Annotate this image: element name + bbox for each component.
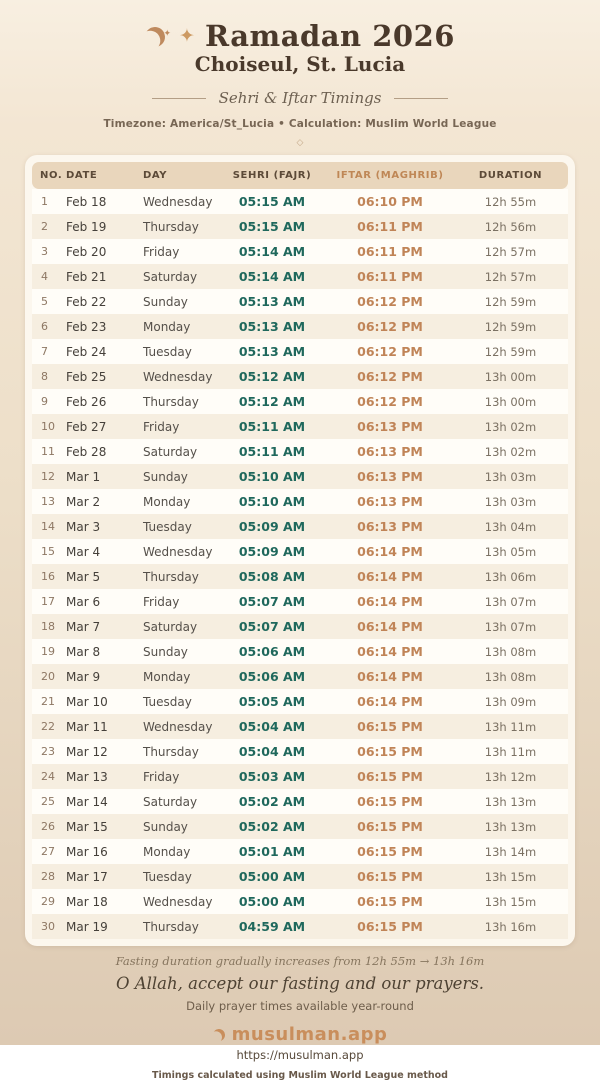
cell-day: Thursday	[143, 569, 199, 584]
brand-crescent-icon	[211, 1027, 226, 1042]
col-header-date: DATE	[64, 162, 137, 189]
cell-sehri: 05:07 AM	[238, 594, 306, 609]
cell-dur: 12h 55m	[484, 194, 537, 209]
table-row	[32, 814, 568, 839]
cell-sehri: 05:04 AM	[238, 719, 306, 734]
col-header-day: DAY	[137, 162, 217, 189]
table-row	[32, 389, 568, 414]
cell-date: Mar 16	[66, 844, 108, 859]
location-subtitle: Choiseul, St. Lucia	[194, 52, 406, 76]
cell-no: 3	[41, 245, 48, 258]
fasting-duration-note: Fasting duration gradually increases from 12h 55m → 13h 16m	[115, 954, 485, 968]
cell-sehri: 05:10 AM	[238, 469, 306, 484]
dua-quote: O Allah, accept our fasting and our prayers.	[115, 974, 485, 993]
table-row	[32, 614, 568, 639]
cell-date: Feb 25	[66, 369, 107, 384]
cell-day: Monday	[143, 319, 191, 334]
col-header-sehri: SEHRI (FAJR)	[217, 162, 327, 189]
cell-day: Friday	[143, 419, 180, 434]
cell-no: 14	[41, 520, 55, 533]
cell-day: Saturday	[143, 269, 198, 284]
cell-day: Thursday	[143, 219, 199, 234]
cell-iftar: 06:15 PM	[357, 769, 423, 784]
cell-no: 20	[41, 670, 55, 683]
cell-date: Feb 24	[66, 344, 107, 359]
tagline	[0, 89, 600, 107]
cell-iftar: 06:12 PM	[357, 394, 423, 409]
sparkle-icon: ✦	[179, 25, 195, 47]
table-row	[32, 239, 568, 264]
table-row	[32, 864, 568, 889]
cell-day: Tuesday	[143, 694, 192, 709]
cell-day: Sunday	[143, 469, 188, 484]
cell-dur: 13h 16m	[484, 919, 537, 934]
cell-no: 13	[41, 495, 55, 508]
cell-no: 29	[41, 895, 55, 908]
brand-url[interactable]: https://musulman.app	[236, 1048, 364, 1062]
table-row	[32, 564, 568, 589]
crescent-moon-star-icon: ✦	[145, 25, 169, 49]
cell-iftar: 06:12 PM	[357, 294, 423, 309]
cell-sehri: 05:10 AM	[238, 494, 306, 509]
cell-no: 12	[41, 470, 55, 483]
cell-date: Mar 1	[66, 469, 101, 484]
cell-dur: 13h 03m	[484, 469, 537, 484]
cell-dur: 13h 15m	[484, 894, 537, 909]
cell-date: Mar 9	[66, 669, 101, 684]
cell-iftar: 06:12 PM	[357, 344, 423, 359]
cell-sehri: 05:11 AM	[238, 419, 306, 434]
cell-day: Thursday	[143, 394, 199, 409]
table-row	[32, 439, 568, 464]
table-row	[32, 189, 568, 214]
cell-date: Mar 6	[66, 594, 101, 609]
cell-day: Tuesday	[143, 869, 192, 884]
table-row	[32, 414, 568, 439]
cell-iftar: 06:15 PM	[357, 744, 423, 759]
cell-dur: 13h 04m	[484, 519, 537, 534]
cell-day: Saturday	[143, 619, 198, 634]
table-row	[32, 514, 568, 539]
cell-date: Mar 13	[66, 769, 108, 784]
divider-line-left	[152, 98, 206, 99]
table-row	[32, 914, 568, 939]
cell-date: Mar 11	[66, 719, 108, 734]
cell-no: 4	[41, 270, 48, 283]
cell-day: Monday	[143, 844, 191, 859]
table-row	[32, 689, 568, 714]
table-row	[32, 889, 568, 914]
cell-date: Mar 17	[66, 869, 108, 884]
cell-day: Monday	[143, 669, 191, 684]
table-row	[32, 264, 568, 289]
cell-date: Mar 5	[66, 569, 101, 584]
timezone-calculation-meta: Timezone: America/St_Lucia • Calculation: Muslim World League	[103, 118, 497, 130]
cell-iftar: 06:11 PM	[357, 219, 423, 234]
cell-no: 5	[41, 295, 48, 308]
cell-day: Wednesday	[143, 719, 213, 734]
cell-day: Sunday	[143, 294, 188, 309]
diamond-ornament-icon: ◇	[296, 138, 304, 148]
table-row	[32, 289, 568, 314]
cell-day: Friday	[143, 244, 180, 259]
col-header-iftar: IFTAR (MAGHRIB)	[327, 162, 453, 189]
cell-no: 15	[41, 545, 55, 558]
cell-day: Friday	[143, 594, 180, 609]
cell-sehri: 05:09 AM	[238, 519, 306, 534]
cell-sehri: 05:15 AM	[238, 194, 306, 209]
cell-date: Mar 7	[66, 619, 101, 634]
cell-iftar: 06:13 PM	[357, 419, 423, 434]
cell-dur: 13h 05m	[484, 544, 537, 559]
cell-date: Mar 10	[66, 694, 108, 709]
cell-no: 10	[41, 420, 55, 433]
cell-dur: 12h 59m	[484, 294, 537, 309]
cell-iftar: 06:15 PM	[357, 819, 423, 834]
table-row	[32, 764, 568, 789]
cell-sehri: 05:15 AM	[238, 219, 306, 234]
cell-iftar: 06:13 PM	[357, 519, 423, 534]
cell-day: Tuesday	[143, 344, 192, 359]
cell-sehri: 05:04 AM	[238, 744, 306, 759]
table-row	[32, 714, 568, 739]
cell-day: Wednesday	[143, 194, 213, 209]
cell-date: Feb 22	[66, 294, 107, 309]
cell-day: Friday	[143, 769, 180, 784]
cell-date: Feb 26	[66, 394, 107, 409]
cell-date: Mar 8	[66, 644, 101, 659]
cell-dur: 13h 09m	[484, 694, 537, 709]
cell-iftar: 06:14 PM	[357, 619, 423, 634]
cell-iftar: 06:14 PM	[357, 694, 423, 709]
cell-date: Feb 19	[66, 219, 107, 234]
cell-sehri: 05:03 AM	[238, 769, 306, 784]
cell-iftar: 06:14 PM	[357, 594, 423, 609]
cell-sehri: 05:14 AM	[238, 269, 306, 284]
cell-no: 16	[41, 570, 55, 583]
cell-dur: 13h 06m	[484, 569, 537, 584]
cell-no: 9	[41, 395, 48, 408]
cell-no: 2	[41, 220, 48, 233]
cell-sehri: 05:12 AM	[238, 394, 306, 409]
cell-no: 6	[41, 320, 48, 333]
cell-dur: 13h 15m	[484, 869, 537, 884]
cell-no: 19	[41, 645, 55, 658]
cell-sehri: 05:13 AM	[238, 344, 306, 359]
cell-iftar: 06:10 PM	[357, 194, 423, 209]
table-row	[32, 214, 568, 239]
cell-date: Mar 19	[66, 919, 108, 934]
cell-date: Feb 23	[66, 319, 107, 334]
cell-date: Feb 20	[66, 244, 107, 259]
cell-sehri: 05:11 AM	[238, 444, 306, 459]
cell-sehri: 05:07 AM	[238, 619, 306, 634]
cell-iftar: 06:13 PM	[357, 444, 423, 459]
cell-sehri: 05:05 AM	[238, 694, 306, 709]
table-row	[32, 639, 568, 664]
cell-dur: 13h 13m	[484, 819, 537, 834]
timetable-card	[25, 155, 575, 946]
cell-iftar: 06:15 PM	[357, 894, 423, 909]
cell-sehri: 05:06 AM	[238, 644, 306, 659]
cell-no: 24	[41, 770, 55, 783]
cell-iftar: 06:15 PM	[357, 794, 423, 809]
cell-day: Saturday	[143, 794, 198, 809]
table-row	[32, 364, 568, 389]
timetable	[32, 162, 568, 939]
cell-iftar: 06:12 PM	[357, 319, 423, 334]
cell-no: 11	[41, 445, 55, 458]
cell-iftar: 06:14 PM	[357, 544, 423, 559]
cell-sehri: 05:08 AM	[238, 569, 306, 584]
cell-date: Mar 12	[66, 744, 108, 759]
cell-date: Mar 15	[66, 819, 108, 834]
cell-sehri: 05:00 AM	[238, 869, 306, 884]
table-row	[32, 789, 568, 814]
cell-no: 7	[41, 345, 48, 358]
cell-dur: 13h 08m	[484, 644, 537, 659]
table-row	[32, 839, 568, 864]
cell-dur: 13h 02m	[484, 419, 537, 434]
brand-row	[0, 1024, 600, 1045]
cell-date: Feb 18	[66, 194, 107, 209]
cell-day: Sunday	[143, 644, 188, 659]
cell-sehri: 05:13 AM	[238, 294, 306, 309]
cell-date: Mar 3	[66, 519, 101, 534]
cell-date: Mar 18	[66, 894, 108, 909]
cell-dur: 13h 11m	[484, 744, 537, 759]
cell-dur: 13h 13m	[484, 794, 537, 809]
cell-no: 1	[41, 195, 48, 208]
table-row	[32, 339, 568, 364]
cell-iftar: 06:13 PM	[357, 469, 423, 484]
table-row	[32, 314, 568, 339]
cell-day: Saturday	[143, 444, 198, 459]
cell-sehri: 05:00 AM	[238, 894, 306, 909]
cell-no: 21	[41, 695, 55, 708]
cell-dur: 13h 11m	[484, 719, 537, 734]
cell-sehri: 05:14 AM	[238, 244, 306, 259]
cell-dur: 13h 14m	[484, 844, 537, 859]
divider-line-right	[394, 98, 448, 99]
cell-sehri: 05:06 AM	[238, 669, 306, 684]
cell-dur: 13h 00m	[484, 394, 537, 409]
cell-dur: 13h 00m	[484, 369, 537, 384]
cell-iftar: 06:15 PM	[357, 919, 423, 934]
table-row	[32, 489, 568, 514]
cell-day: Thursday	[143, 744, 199, 759]
cell-dur: 12h 59m	[484, 344, 537, 359]
cell-day: Wednesday	[143, 894, 213, 909]
cell-sehri: 05:13 AM	[238, 319, 306, 334]
cell-iftar: 06:12 PM	[357, 369, 423, 384]
cell-dur: 12h 56m	[484, 219, 537, 234]
cell-no: 8	[41, 370, 48, 383]
table-row	[32, 464, 568, 489]
cell-dur: 13h 12m	[484, 769, 537, 784]
cell-date: Mar 2	[66, 494, 101, 509]
cell-dur: 12h 57m	[484, 244, 537, 259]
cell-sehri: 05:02 AM	[238, 794, 306, 809]
cell-dur: 13h 03m	[484, 494, 537, 509]
cell-day: Sunday	[143, 819, 188, 834]
availability-note: Daily prayer times available year-round	[186, 999, 414, 1013]
cell-dur: 13h 07m	[484, 619, 537, 634]
cell-iftar: 06:11 PM	[357, 244, 423, 259]
cell-no: 28	[41, 870, 55, 883]
cell-sehri: 04:59 AM	[238, 919, 306, 934]
cell-no: 22	[41, 720, 55, 733]
timetable-head	[32, 162, 568, 189]
cell-iftar: 06:14 PM	[357, 644, 423, 659]
cell-no: 23	[41, 745, 55, 758]
table-row	[32, 664, 568, 689]
cell-no: 26	[41, 820, 55, 833]
cell-day: Wednesday	[143, 369, 213, 384]
header-row	[32, 162, 568, 189]
cell-day: Thursday	[143, 919, 199, 934]
cell-sehri: 05:12 AM	[238, 369, 306, 384]
cell-sehri: 05:01 AM	[238, 844, 306, 859]
cell-iftar: 06:14 PM	[357, 669, 423, 684]
cell-iftar: 06:14 PM	[357, 569, 423, 584]
cell-day: Wednesday	[143, 544, 213, 559]
cell-no: 30	[41, 920, 55, 933]
page-title: Ramadan 2026	[204, 19, 455, 53]
cell-day: Monday	[143, 494, 191, 509]
cell-iftar: 06:15 PM	[357, 869, 423, 884]
cell-iftar: 06:11 PM	[357, 269, 423, 284]
col-header-no: NO.	[32, 162, 64, 189]
table-row	[32, 589, 568, 614]
cell-iftar: 06:15 PM	[357, 844, 423, 859]
cell-iftar: 06:13 PM	[357, 494, 423, 509]
cell-dur: 13h 02m	[484, 444, 537, 459]
table-row	[32, 739, 568, 764]
cell-date: Feb 21	[66, 269, 107, 284]
timetable-body	[32, 189, 568, 939]
cell-date: Mar 14	[66, 794, 108, 809]
cell-date: Feb 28	[66, 444, 107, 459]
cell-no: 27	[41, 845, 55, 858]
page-header	[0, 0, 600, 51]
cell-day: Tuesday	[143, 519, 192, 534]
cell-no: 17	[41, 595, 55, 608]
cell-date: Mar 4	[66, 544, 101, 559]
brand-name[interactable]: musulman.app	[231, 1024, 388, 1045]
cell-dur: 13h 07m	[484, 594, 537, 609]
cell-dur: 13h 08m	[484, 669, 537, 684]
table-row	[32, 539, 568, 564]
cell-sehri: 05:02 AM	[238, 819, 306, 834]
cell-no: 18	[41, 620, 55, 633]
calculation-method-note: Timings calculated using Muslim World League method	[152, 1070, 448, 1081]
col-header-duration: DURATION	[453, 162, 568, 189]
cell-date: Feb 27	[66, 419, 107, 434]
tagline-text: Sehri & Iftar Timings	[218, 89, 382, 107]
cell-dur: 12h 57m	[484, 269, 537, 284]
cell-dur: 12h 59m	[484, 319, 537, 334]
cell-sehri: 05:09 AM	[238, 544, 306, 559]
cell-no: 25	[41, 795, 55, 808]
cell-iftar: 06:15 PM	[357, 719, 423, 734]
